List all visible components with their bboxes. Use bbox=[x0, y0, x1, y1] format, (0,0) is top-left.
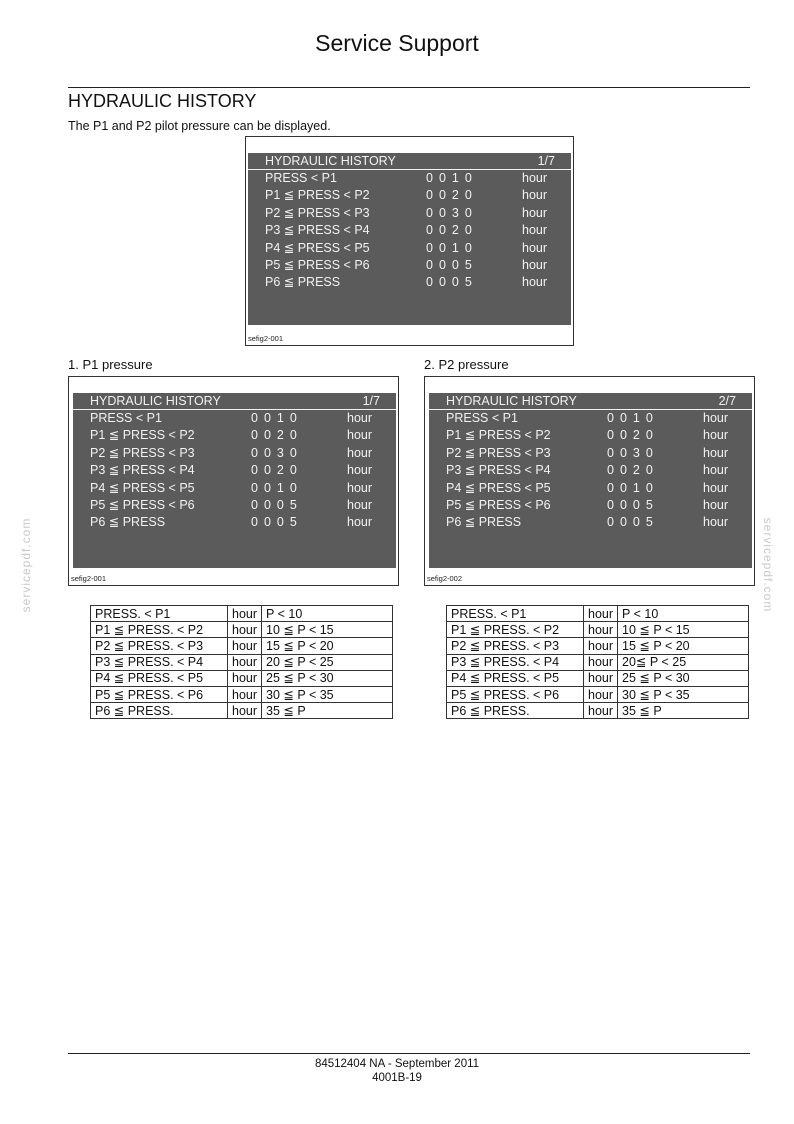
screen-rows bbox=[429, 410, 752, 532]
range-unit-cell: hour bbox=[584, 670, 618, 686]
screen-page-number: 1/7 bbox=[537, 154, 555, 168]
screen-row bbox=[73, 514, 396, 531]
figure-p1 bbox=[68, 376, 399, 586]
display-screen-p2 bbox=[429, 393, 752, 568]
range-unit-cell: hour bbox=[584, 638, 618, 654]
table-row bbox=[447, 622, 749, 638]
screen-row-unit: hour bbox=[347, 445, 373, 460]
range-unit-cell: hour bbox=[584, 686, 618, 702]
range-value-cell: 10 ≦ P < 15 bbox=[618, 622, 749, 638]
range-unit-cell: hour bbox=[228, 703, 262, 719]
screen-row bbox=[73, 445, 396, 462]
figure-code: sefig2-001 bbox=[71, 574, 107, 583]
screen-row bbox=[248, 222, 571, 239]
screen-row-value: 0010 bbox=[251, 411, 303, 425]
figure-code: sefig2-001 bbox=[248, 334, 284, 343]
screen-row-value: 0030 bbox=[426, 205, 478, 220]
range-condition-cell: P2 ≦ PRESS. < P3 bbox=[91, 638, 228, 654]
screen-row-unit: hour bbox=[522, 188, 548, 203]
screen-row bbox=[248, 257, 571, 274]
screen-row bbox=[73, 410, 396, 427]
range-unit-cell: hour bbox=[228, 606, 262, 622]
screen-row-unit: hour bbox=[703, 463, 729, 478]
screen-row bbox=[429, 497, 752, 514]
screen-row-unit: hour bbox=[522, 257, 548, 272]
range-condition-cell: PRESS. < P1 bbox=[447, 606, 584, 622]
pressure-range-table-p1 bbox=[90, 605, 393, 719]
range-value-cell: 10 ≦ P < 15 bbox=[262, 622, 393, 638]
figure-main bbox=[245, 136, 574, 346]
screen-row bbox=[248, 240, 571, 257]
screen-row bbox=[429, 462, 752, 479]
screen-row-value: 0005 bbox=[426, 275, 478, 290]
range-condition-cell: P2 ≦ PRESS. < P3 bbox=[447, 638, 584, 654]
screen-title: HYDRAULIC HISTORY bbox=[446, 394, 577, 408]
watermark-left: servicepdf.com bbox=[19, 517, 33, 613]
screen-row-label: PRESS < P1 bbox=[265, 171, 337, 185]
screen-row-unit: hour bbox=[347, 515, 373, 530]
screen-row-unit: hour bbox=[703, 480, 729, 495]
table-row bbox=[91, 670, 393, 686]
screen-row-label: P5 ≦ PRESS < P6 bbox=[90, 497, 195, 512]
screen-row-unit: hour bbox=[347, 411, 373, 425]
screen-row-unit: hour bbox=[522, 223, 548, 238]
screen-row-unit: hour bbox=[703, 497, 729, 512]
screen-row-value: 0005 bbox=[426, 257, 478, 272]
caption-p2: 2. P2 pressure bbox=[424, 357, 509, 372]
table-row bbox=[91, 686, 393, 702]
screen-row-value: 0005 bbox=[251, 497, 303, 512]
footer-page-number: 4001B-19 bbox=[372, 1072, 422, 1084]
screen-row bbox=[429, 445, 752, 462]
table-row bbox=[91, 703, 393, 719]
screen-row-unit: hour bbox=[522, 171, 548, 185]
screen-row-label: P3 ≦ PRESS < P4 bbox=[90, 463, 195, 478]
screen-row-label: PRESS < P1 bbox=[90, 411, 162, 425]
screen-row bbox=[248, 170, 571, 187]
range-condition-cell: P1 ≦ PRESS. < P2 bbox=[447, 622, 584, 638]
range-unit-cell: hour bbox=[584, 703, 618, 719]
page-title: Service Support bbox=[315, 30, 479, 56]
table-row bbox=[447, 670, 749, 686]
range-condition-cell: P1 ≦ PRESS. < P2 bbox=[91, 622, 228, 638]
table-row bbox=[91, 606, 393, 622]
screen-row-label: P1 ≦ PRESS < P2 bbox=[265, 188, 370, 203]
screen-row-value: 0005 bbox=[607, 497, 659, 512]
range-condition-cell: PRESS. < P1 bbox=[91, 606, 228, 622]
table-row bbox=[91, 638, 393, 654]
screen-row-label: P3 ≦ PRESS < P4 bbox=[446, 463, 551, 478]
screen-row-value: 0020 bbox=[251, 428, 303, 443]
screen-row-label: P2 ≦ PRESS < P3 bbox=[90, 445, 195, 460]
screen-row-value: 0005 bbox=[607, 515, 659, 530]
range-value-cell: 25 ≦ P < 30 bbox=[618, 670, 749, 686]
screen-row-value: 0030 bbox=[251, 445, 303, 460]
screen-row-label: P2 ≦ PRESS < P3 bbox=[265, 205, 370, 220]
screen-row-value: 0010 bbox=[607, 411, 659, 425]
screen-row-value: 0010 bbox=[426, 171, 478, 185]
table-row bbox=[447, 686, 749, 702]
screen-row bbox=[429, 410, 752, 427]
range-condition-cell: P5 ≦ PRESS. < P6 bbox=[447, 686, 584, 702]
header-rule bbox=[68, 87, 750, 88]
screen-row bbox=[73, 497, 396, 514]
range-value-cell: 30 ≦ P < 35 bbox=[262, 686, 393, 702]
intro-text: The P1 and P2 pilot pressure can be displayed. bbox=[68, 119, 331, 133]
range-condition-cell: P4 ≦ PRESS. < P5 bbox=[91, 670, 228, 686]
screen-row bbox=[73, 480, 396, 497]
screen-row bbox=[73, 427, 396, 444]
range-unit-cell: hour bbox=[584, 606, 618, 622]
screen-row-unit: hour bbox=[522, 205, 548, 220]
screen-rows bbox=[73, 410, 396, 532]
range-value-cell: 15 ≦ P < 20 bbox=[618, 638, 749, 654]
range-value-cell: 20 ≦ P < 25 bbox=[262, 654, 393, 670]
range-value-cell: P < 10 bbox=[262, 606, 393, 622]
screen-header bbox=[429, 393, 752, 410]
table-row bbox=[447, 606, 749, 622]
range-condition-cell: P4 ≦ PRESS. < P5 bbox=[447, 670, 584, 686]
pressure-range-table-p2 bbox=[446, 605, 749, 719]
screen-row bbox=[248, 205, 571, 222]
screen-rows bbox=[248, 170, 571, 292]
screen-row-value: 0005 bbox=[251, 515, 303, 530]
range-unit-cell: hour bbox=[584, 654, 618, 670]
screen-row bbox=[429, 427, 752, 444]
screen-row-unit: hour bbox=[703, 445, 729, 460]
table-row bbox=[447, 638, 749, 654]
screen-row-label: P4 ≦ PRESS < P5 bbox=[90, 480, 195, 495]
table-row bbox=[447, 654, 749, 670]
screen-row bbox=[429, 480, 752, 497]
screen-row-value: 0020 bbox=[607, 428, 659, 443]
range-value-cell: 35 ≦ P bbox=[262, 703, 393, 719]
range-condition-cell: P6 ≦ PRESS. bbox=[91, 703, 228, 719]
screen-row-value: 0010 bbox=[251, 480, 303, 495]
range-value-cell: 30 ≦ P < 35 bbox=[618, 686, 749, 702]
range-unit-cell: hour bbox=[228, 686, 262, 702]
screen-row-label: P4 ≦ PRESS < P5 bbox=[446, 480, 551, 495]
section-heading: HYDRAULIC HISTORY bbox=[68, 91, 257, 111]
watermark-right: servicepdf.com bbox=[761, 517, 775, 613]
screen-row-unit: hour bbox=[703, 428, 729, 443]
screen-row bbox=[73, 462, 396, 479]
range-unit-cell: hour bbox=[584, 622, 618, 638]
screen-row-unit: hour bbox=[347, 480, 373, 495]
screen-row-unit: hour bbox=[347, 497, 373, 512]
screen-row-label: P6 ≦ PRESS bbox=[446, 515, 522, 530]
range-condition-cell: P3 ≦ PRESS. < P4 bbox=[91, 654, 228, 670]
screen-row-label: P2 ≦ PRESS < P3 bbox=[446, 445, 551, 460]
screen-row-unit: hour bbox=[522, 240, 548, 255]
screen-row-label: P1 ≦ PRESS < P2 bbox=[90, 428, 195, 443]
display-screen-p1 bbox=[73, 393, 396, 568]
screen-header bbox=[73, 393, 396, 410]
screen-row-value: 0010 bbox=[426, 240, 478, 255]
table-row bbox=[447, 703, 749, 719]
screen-row-unit: hour bbox=[703, 515, 729, 530]
range-value-cell: P < 10 bbox=[618, 606, 749, 622]
range-unit-cell: hour bbox=[228, 622, 262, 638]
range-value-cell: 35 ≦ P bbox=[618, 703, 749, 719]
range-value-cell: 20≦ P < 25 bbox=[618, 654, 749, 670]
range-value-cell: 15 ≦ P < 20 bbox=[262, 638, 393, 654]
screen-row-value: 0020 bbox=[607, 463, 659, 478]
caption-p1: 1. P1 pressure bbox=[68, 357, 153, 372]
footer-rule bbox=[68, 1053, 750, 1054]
screen-page-number: 1/7 bbox=[362, 394, 380, 408]
range-value-cell: 25 ≦ P < 30 bbox=[262, 670, 393, 686]
screen-row bbox=[248, 187, 571, 204]
range-unit-cell: hour bbox=[228, 670, 262, 686]
screen-row-label: P5 ≦ PRESS < P6 bbox=[446, 497, 551, 512]
screen-row-value: 0010 bbox=[607, 480, 659, 495]
screen-row-unit: hour bbox=[522, 275, 548, 290]
screen-row-value: 0030 bbox=[607, 445, 659, 460]
range-condition-cell: P5 ≦ PRESS. < P6 bbox=[91, 686, 228, 702]
screen-row-label: P1 ≦ PRESS < P2 bbox=[446, 428, 551, 443]
screen-row-label: PRESS < P1 bbox=[446, 411, 518, 425]
figure-code: sefig2-002 bbox=[427, 574, 463, 583]
display-screen-main bbox=[248, 153, 571, 325]
range-condition-cell: P3 ≦ PRESS. < P4 bbox=[447, 654, 584, 670]
screen-title: HYDRAULIC HISTORY bbox=[90, 394, 221, 408]
screen-page-number: 2/7 bbox=[718, 394, 736, 408]
screen-row bbox=[248, 274, 571, 291]
screen-header bbox=[248, 153, 571, 170]
footer-doc-number: 84512404 NA - September 2011 bbox=[314, 1058, 480, 1070]
screen-row-label: P6 ≦ PRESS bbox=[265, 275, 341, 290]
screen-row bbox=[429, 514, 752, 531]
range-condition-cell: P6 ≦ PRESS. bbox=[447, 703, 584, 719]
screen-row-unit: hour bbox=[347, 463, 373, 478]
table-row bbox=[91, 622, 393, 638]
screen-row-label: P6 ≦ PRESS bbox=[90, 515, 166, 530]
table-row bbox=[91, 654, 393, 670]
screen-row-unit: hour bbox=[703, 411, 729, 425]
screen-row-value: 0020 bbox=[426, 188, 478, 203]
figure-p2 bbox=[424, 376, 755, 586]
screen-row-label: P3 ≦ PRESS < P4 bbox=[265, 223, 370, 238]
range-unit-cell: hour bbox=[228, 654, 262, 670]
screen-row-label: P5 ≦ PRESS < P6 bbox=[265, 257, 370, 272]
screen-row-value: 0020 bbox=[426, 223, 478, 238]
screen-row-label: P4 ≦ PRESS < P5 bbox=[265, 240, 370, 255]
range-unit-cell: hour bbox=[228, 638, 262, 654]
screen-row-value: 0020 bbox=[251, 463, 303, 478]
screen-row-unit: hour bbox=[347, 428, 373, 443]
screen-title: HYDRAULIC HISTORY bbox=[265, 154, 396, 168]
